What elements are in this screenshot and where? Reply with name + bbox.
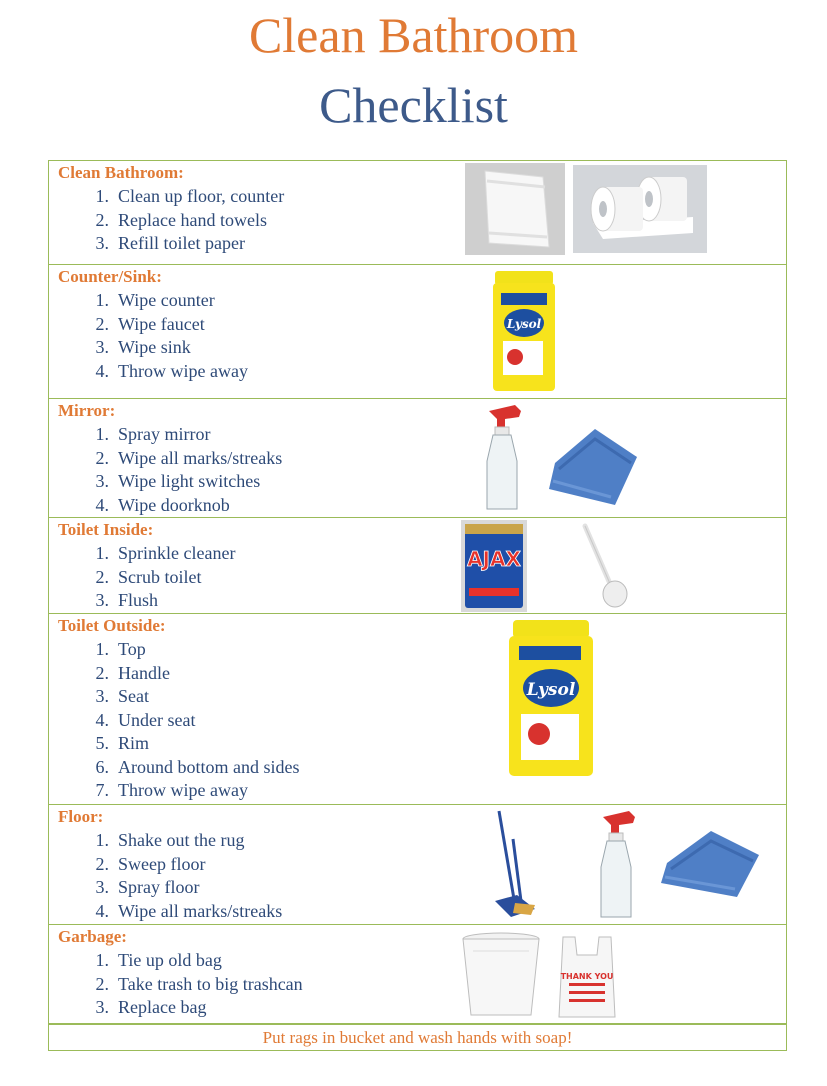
item-number: 3. xyxy=(95,233,109,253)
spray-bottle-image xyxy=(595,807,641,921)
item-text: Wipe all marks/streaks xyxy=(118,900,283,921)
item-text: Wipe counter xyxy=(118,290,215,310)
item-number: 4. xyxy=(95,360,109,381)
item-text: Wipe doorknob xyxy=(118,494,230,515)
broom-dustpan-image xyxy=(491,809,541,921)
ajax-cleanser-image xyxy=(459,520,529,612)
section-floor xyxy=(48,805,787,925)
item-number: 2. xyxy=(95,853,109,874)
item-text: Sprinkle cleaner xyxy=(118,543,236,563)
lysol-wipes-image xyxy=(507,620,595,780)
section-mirror xyxy=(48,399,787,518)
item-number: 5. xyxy=(95,733,109,753)
item-text: Sweep floor xyxy=(118,853,206,874)
plastic-bag-image xyxy=(555,933,619,1019)
item-number: 3. xyxy=(95,471,109,491)
item-text: Wipe sink xyxy=(118,337,191,357)
section-title: Mirror: xyxy=(58,401,116,420)
item-number: 6. xyxy=(95,756,109,777)
toilet-paper-image xyxy=(573,165,707,253)
item-number: 1. xyxy=(95,950,109,970)
trash-can-image xyxy=(461,931,541,1019)
section-toilet-inside xyxy=(48,518,787,614)
item-text: Shake out the rug xyxy=(118,830,245,850)
item-number: 1. xyxy=(95,290,109,310)
item-number: 3. xyxy=(95,997,109,1017)
section-clean-bathroom xyxy=(48,160,787,265)
spray-bottle-image xyxy=(481,401,527,515)
item-number: 1. xyxy=(95,186,109,206)
item-number: 2. xyxy=(95,209,109,230)
hand-towel-image xyxy=(465,163,565,255)
ajax-label: AJAX xyxy=(467,547,521,571)
item-text: Top xyxy=(118,639,146,659)
section-counter-sink xyxy=(48,265,787,399)
lysol-wipes-image xyxy=(491,271,557,395)
item-text: Throw wipe away xyxy=(118,780,248,800)
item-number: 3. xyxy=(95,337,109,357)
item-number: 3. xyxy=(95,686,109,706)
page-title-line1: Clean Bathroom xyxy=(248,7,579,63)
item-number: 2. xyxy=(95,313,109,334)
item-number: 2. xyxy=(95,566,109,587)
lysol-label: Lysol xyxy=(526,680,576,700)
bag-label: THANK YOU xyxy=(560,972,614,981)
item-text: Throw wipe away xyxy=(118,360,248,381)
item-text: Take trash to big trashcan xyxy=(118,973,303,994)
page-title-line2: Checklist xyxy=(319,77,508,133)
item-text: Wipe light switches xyxy=(118,471,261,491)
item-number: 4. xyxy=(95,709,109,730)
item-text: Handle xyxy=(118,662,170,683)
item-text: Refill toilet paper xyxy=(118,233,245,253)
item-text: Replace bag xyxy=(118,997,207,1017)
item-text: Spray floor xyxy=(118,877,200,897)
section-title: Toilet Outside: xyxy=(58,616,166,635)
item-text: Seat xyxy=(118,686,149,706)
item-text: Under seat xyxy=(118,709,196,730)
item-number: 1. xyxy=(95,830,109,850)
item-text: Wipe all marks/streaks xyxy=(118,447,283,468)
toilet-brush-image xyxy=(577,522,637,610)
item-text: Wipe faucet xyxy=(118,313,205,334)
item-text: Around bottom and sides xyxy=(118,756,300,777)
lysol-label: Lysol xyxy=(506,317,542,331)
item-number: 2. xyxy=(95,447,109,468)
blue-rags-image xyxy=(659,827,763,899)
item-text: Scrub toilet xyxy=(118,566,202,587)
section-garbage xyxy=(48,925,787,1024)
item-number: 4. xyxy=(95,900,109,921)
item-number: 7. xyxy=(95,780,109,800)
item-text: Tie up old bag xyxy=(118,950,222,970)
section-title: Garbage: xyxy=(58,927,127,946)
section-title: Counter/Sink: xyxy=(58,267,162,286)
item-number: 3. xyxy=(95,877,109,897)
item-number: 1. xyxy=(95,639,109,659)
item-number: 2. xyxy=(95,662,109,683)
item-number: 1. xyxy=(95,424,109,444)
section-title: Floor: xyxy=(58,807,104,826)
blue-rags-image xyxy=(545,423,641,509)
item-number: 2. xyxy=(95,973,109,994)
section-title: Clean Bathroom: xyxy=(58,163,184,182)
item-text: Rim xyxy=(118,733,150,753)
item-text: Clean up floor, counter xyxy=(118,186,285,206)
item-number: 3. xyxy=(95,590,109,610)
item-text: Flush xyxy=(118,590,159,610)
item-text: Spray mirror xyxy=(118,424,211,444)
item-number: 1. xyxy=(95,543,109,563)
item-text: Replace hand towels xyxy=(118,209,267,230)
item-number: 4. xyxy=(95,494,109,515)
footer-note: Put rags in bucket and wash hands with soap! xyxy=(48,1024,787,1051)
section-toilet-outside xyxy=(48,614,787,805)
section-title: Toilet Inside: xyxy=(58,520,154,539)
